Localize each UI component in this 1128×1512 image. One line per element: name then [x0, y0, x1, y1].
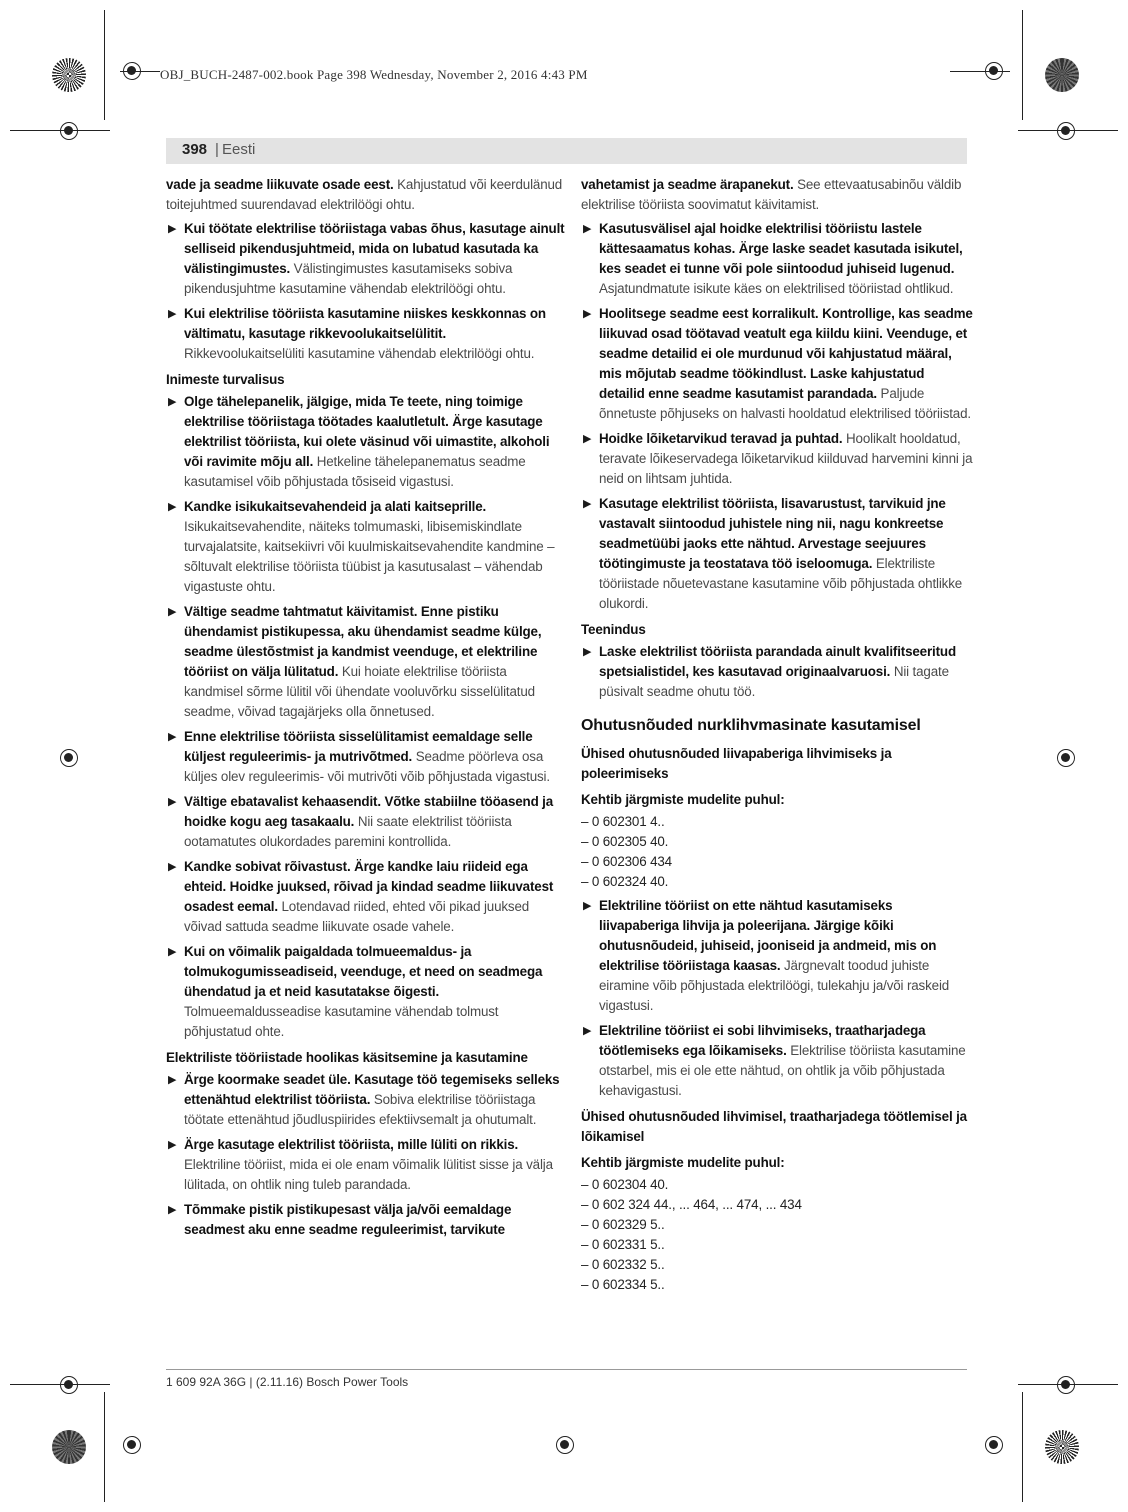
item-lead-text: Kasutusvälisel ajal hoidke elektrilisi tööriistu lastele kättesaamatus kohas. Ärge laske seadet kasutada isikutel, kes seadet ei tunne või pole siintoodud juhiseid lugenud.: [599, 221, 963, 276]
safety-item: [166, 792, 566, 852]
registration-mark: [60, 1376, 78, 1394]
crop-line: [1018, 1384, 1118, 1385]
registration-mark: [556, 1436, 574, 1454]
model-number: – 0 602334 5..: [581, 1277, 665, 1292]
item-lead-text: Laske elektrilist tööriista parandada ainult kvalifitseeritud spetsialistidel, kes kasutavad originaalvaruosi.: [599, 644, 956, 679]
item-lead-text: Kandke isikukaitsevahendeid ja alati kaitseprille.: [184, 499, 487, 514]
model-list: [581, 812, 973, 892]
item-body-text: Elektriliste tööriistade nõuetevastane kasutamine võib põhjustada ohtlikke olukordi.: [599, 556, 963, 611]
crop-line: [104, 1392, 105, 1502]
safety-item: [166, 1070, 566, 1130]
bullet-arrow-icon: ▶: [583, 900, 592, 912]
page-separator: |: [215, 141, 219, 158]
safety-item: [581, 642, 973, 702]
item-lead-text: vade ja seadme liikuvate osade eest.: [166, 177, 394, 192]
page-header-band: [166, 138, 967, 164]
bullet-arrow-icon: ▶: [168, 1139, 177, 1151]
item-lead-text: Ärge koormake seadet üle. Kasutage töö tegemiseks selleks ettenähtud elektrilist tööriista.: [184, 1072, 560, 1107]
safety-item: [581, 219, 973, 299]
item-body-text: Seadme pöörleva osa küljes olev reguleerimis- või mutrivõti võib põhjustada vigastusi.: [184, 749, 550, 784]
safety-item: [581, 896, 973, 1016]
item-lead-text: Kandke sobivat rõivastust. Ärge kandke laiu riideid ega ehteid. Hoidke juuksed, rõivad ja kindad seadme liikuvatest osadest eemal.: [184, 859, 554, 914]
item-lead-text: Vältige seadme tahtmatut käivitamist. Enne pistiku ühendamist pistikupessa, aku ühendamist seadme külge, seadme ülestõstmist ja kandmist veenduge, et elektriline tööriist on välja lülitatud.: [184, 604, 542, 679]
item-body-text: Järgnevalt toodud juhiste eiramine võib põhjustada elektrilöögi, tulekahju ja/või raskeid vigastusi.: [599, 958, 950, 1013]
page-number: 398: [182, 141, 208, 158]
model-number: – 0 602306 434: [581, 854, 672, 869]
item-body-text: Lotendavad riided, ehted või pikad juuksed võivad sattuda seadme liikuvate osade vahele.: [184, 899, 530, 934]
registration-mark: [123, 1436, 141, 1454]
registration-mark: [985, 1436, 1003, 1454]
right-column: [581, 175, 973, 1299]
bullet-arrow-icon: ▶: [168, 308, 177, 320]
item-lead-text: Tõmmake pistik pistikupesast välja ja/või eemaldage seadmest aku enne seadme reguleerimist, tarvikute: [184, 1202, 512, 1237]
subheading: Ühised ohutusnõuded lihvimisel, traatharjadega töötlemisel ja lõikamisel: [581, 1109, 967, 1144]
safety-item: [166, 1200, 566, 1240]
safety-item: [166, 857, 566, 937]
crop-line: [120, 71, 160, 72]
crop-line: [950, 71, 1010, 72]
registration-mark: [1057, 749, 1075, 767]
bullet-arrow-icon: ▶: [168, 606, 177, 618]
item-body-text: Tolmueemaldusseadise kasutamine vähendab tolmust põhjustatud ohte.: [184, 1004, 499, 1039]
item-lead-text: Kui on võimalik paigaldada tolmueemaldus- ja tolmukogumisseadiseid, veenduge, et need on seadmega ühendatud ja et neid kasutatakse õigesti.: [184, 944, 543, 999]
bullet-arrow-icon: ▶: [168, 731, 177, 743]
safety-item: [166, 942, 566, 1042]
safety-item: [166, 304, 566, 364]
registration-mark: [1057, 122, 1075, 140]
color-rosette-mark: [52, 1430, 86, 1464]
model-number: – 0 602329 5..: [581, 1217, 665, 1232]
bullet-arrow-icon: ▶: [168, 1074, 177, 1086]
crop-line: [10, 1384, 110, 1385]
model-list: [581, 1175, 973, 1295]
bullet-arrow-icon: ▶: [583, 223, 592, 235]
item-body-text: Hoolikalt hooldatud, teravate lõikeservadega lõiketarvikud kiilduvad harvemini kinni ja neid on lihtsam juhtida.: [599, 431, 973, 486]
bullet-arrow-icon: ▶: [168, 861, 177, 873]
subheading: Kehtib järgmiste mudelite puhul:: [581, 1155, 785, 1170]
registration-mark: [1057, 1376, 1075, 1394]
model-number: – 0 602 324 44., ... 464, ... 474, ... 434: [581, 1197, 802, 1212]
page-footer: 1 609 92A 36G | (2.11.16) Bosch Power Tools: [166, 1375, 409, 1389]
item-body-text: Kui hoiate elektrilise tööriista kandmisel sõrme lülitil või ühendate vooluvõrku sisselülitatud seadme, võivad tagajärjeks olla õnnetused.: [184, 664, 535, 719]
subheading: Kehtib järgmiste mudelite puhul:: [581, 792, 785, 807]
item-lead-text: vahetamist ja seadme ärapanekut.: [581, 177, 794, 192]
subheading: Inimeste turvalisus: [166, 372, 285, 387]
subheading: Elektriliste tööriistade hoolikas käsitsemine ja kasutamine: [166, 1050, 528, 1065]
model-number: – 0 602331 5..: [581, 1237, 665, 1252]
safety-item: [166, 219, 566, 299]
crop-line: [1018, 130, 1118, 131]
item-lead-text: Elektriline tööriist ei sobi lihvimiseks, traatharjadega töötlemiseks ega lõikamiseks.: [599, 1023, 926, 1058]
footer-rule: [166, 1369, 967, 1370]
item-body-text: Asjatundmatute isikute käes on elektrilised tööriistad ohtlikud.: [599, 281, 954, 296]
safety-item: [581, 304, 973, 424]
item-lead-text: Hoolitsege seadme eest korralikult. Kontrollige, kas seadme liikuvad osad töötavad veatult ega kiildu kiini. Veenduge, et seadme detailid ei ole murdunud või kahjustatud määral, mis mõjutab seadme töökindlust. Laske kahjustatud detailid enne seadme kasutamist parandada.: [599, 306, 973, 401]
color-rosette-mark: [1045, 1430, 1079, 1464]
subheading: Teenindus: [581, 622, 646, 637]
safety-item: [581, 429, 973, 489]
item-lead-text: Enne elektrilise tööriista sisselülitamist eemaldage selle küljest reguleerimis- ja mutrivõtmed.: [184, 729, 533, 764]
safety-item: [166, 392, 566, 492]
item-body-text: Isikukaitsevahendite, näiteks tolmumaski, libisemiskindlate turvajalatsite, kaitsekiivri või kuulmiskaitsevahendite kandmine – sõltuvalt elektrilise tööriista tüübist ja kasutusalast – vähendab vigastuste ohtu.: [184, 519, 555, 594]
model-number: – 0 602305 40.: [581, 834, 669, 849]
crop-line: [1022, 10, 1023, 120]
bullet-arrow-icon: ▶: [583, 498, 592, 510]
subheading: Ühised ohutusnõuded liivapaberiga lihvimiseks ja poleerimiseks: [581, 746, 892, 781]
item-lead-text: Kasutage elektrilist tööriista, lisavarustust, tarvikuid jne vastavalt siintoodud juhistele ning nii, nagu konkreetse seadmetüübi jaoks ette nähtud. Arvestage seejuures töötingimuste ja teostatava töö iseloomuga.: [599, 496, 946, 571]
safety-item: [581, 1021, 973, 1101]
item-body-text: See ettevaatusabinõu väldib elektrilise tööriista soovimatut käivitamist.: [581, 177, 962, 212]
bullet-arrow-icon: ▶: [583, 308, 592, 320]
bullet-arrow-icon: ▶: [583, 433, 592, 445]
model-number: – 0 602324 40.: [581, 874, 669, 889]
item-body-text: Elektriline tööriist, mida ei ole enam võimalik lülitist sisse ja välja lülitada, on ohtlik ning tuleb parandada.: [184, 1157, 553, 1192]
continued-paragraph: [581, 175, 973, 215]
model-number: – 0 602332 5..: [581, 1257, 665, 1272]
color-rosette-mark: [1045, 58, 1079, 92]
item-lead-text: Ärge kasutage elektrilist tööriista, mille lüliti on rikkis.: [184, 1137, 519, 1152]
item-lead-text: Hoidke lõiketarvikud teravad ja puhtad.: [599, 431, 843, 446]
bullet-arrow-icon: ▶: [168, 396, 177, 408]
bullet-arrow-icon: ▶: [168, 501, 177, 513]
model-number: – 0 602301 4..: [581, 814, 665, 829]
safety-item: [166, 497, 566, 597]
item-body-text: Välistingimustes kasutamiseks sobiva pikendusjuhtme kasutamine vähendab elektrilöögi ohtu.: [184, 261, 513, 296]
crop-line: [1022, 1392, 1023, 1502]
item-body-text: Hetkeline tähelepanematus seadme kasutamisel võib põhjustada tõsiseid vigastusi.: [184, 454, 526, 489]
item-lead-text: Olge tähelepanelik, jälgige, mida Te teete, ning toimige elektrilise tööriistaga töötades kaalutletult. Ärge kasutage elektrilist tööriista, kui olete väsinud või uimastite, alkoholi või ravimite mõju all.: [184, 394, 550, 469]
safety-item: [581, 494, 973, 614]
item-body-text: Kahjustatud või keerdulänud toitejuhtmed suurendavad elektrilöögi ohtu.: [166, 177, 563, 212]
safety-item: [166, 602, 566, 722]
item-lead-text: Kui töötate elektrilise tööriistaga vabas õhus, kasutage ainult selliseid pikendusjuhtmeid, mida on lubatud kasutada ka välistingimustes.: [184, 221, 565, 276]
registration-mark: [60, 122, 78, 140]
safety-item: [166, 1135, 566, 1195]
bullet-arrow-icon: ▶: [168, 796, 177, 808]
continued-paragraph: [166, 175, 566, 215]
item-lead-text: Kui elektrilise tööriista kasutamine niiskes keskkonnas on vältimatu, kasutage rikkevoolukaitselülitit.: [184, 306, 546, 341]
section-title: Ohutusnõuded nurklihvmasinate kasutamisel: [581, 717, 921, 734]
model-number: – 0 602304 40.: [581, 1177, 669, 1192]
bullet-arrow-icon: ▶: [583, 646, 592, 658]
bullet-arrow-icon: ▶: [168, 1204, 177, 1216]
safety-item: [166, 727, 566, 787]
item-body-text: Rikkevoolukaitselüliti kasutamine vähendab elektrilöögi ohtu.: [184, 346, 535, 361]
item-body-text: Nii saate elektrilist tööriista ootamatutes olukordades paremini kontrollida.: [184, 814, 512, 849]
item-body-text: Sobiva elektrilise tööriistaga töötate ettenähtud jõudluspiirides efektiivsemalt ja ohutumalt.: [184, 1092, 537, 1127]
color-rosette-mark: [52, 58, 86, 92]
page-language: Eesti: [222, 141, 256, 158]
item-body-text: Paljude õnnetuste põhjuseks on halvasti hooldatud elektrilised tööriistad.: [599, 386, 971, 421]
item-body-text: Nii tagate püsivalt seadme ohutu töö.: [599, 664, 949, 699]
item-lead-text: Elektriline tööriist on ette nähtud kasutamiseks liivapaberiga lihvija ja poleerijana. Järgige kõiki ohutusnõudeid, juhiseid, jooniseid ja andmeid, mis on elektrilise tööriistaga kaasas.: [599, 898, 937, 973]
registration-mark: [60, 749, 78, 767]
left-column: [166, 175, 566, 1245]
crop-line: [10, 130, 110, 131]
print-header: OBJ_BUCH-2487-002.book Page 398 Wednesday, November 2, 2016 4:43 PM: [160, 67, 588, 82]
bullet-arrow-icon: ▶: [583, 1025, 592, 1037]
item-lead-text: Vältige ebatavalist kehaasendit. Võtke stabiilne tööasend ja hoidke kogu aeg tasakaalu.: [184, 794, 554, 829]
bullet-arrow-icon: ▶: [168, 223, 177, 235]
crop-line: [104, 10, 105, 120]
bullet-arrow-icon: ▶: [168, 946, 177, 958]
item-body-text: Elektrilise tööriista kasutamine otstarbel, mis ei ole ette nähtud, on ohtlik ja võib põhjustada kehavigastusi.: [599, 1043, 966, 1098]
